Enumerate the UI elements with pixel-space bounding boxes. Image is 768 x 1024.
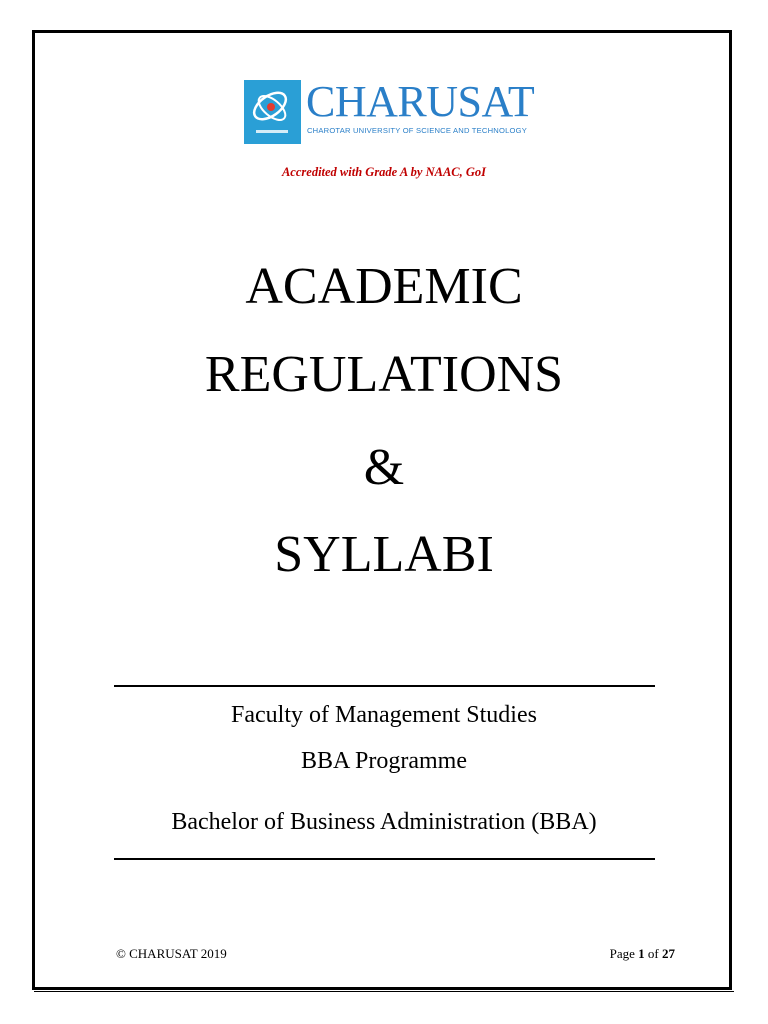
logo-tagline: CHAROTAR UNIVERSITY OF SCIENCE AND TECHNOLOGY [307,126,527,135]
programme-name: BBA Programme [301,748,467,774]
page-total: 27 [662,946,675,961]
page-of: of [647,946,659,961]
charusat-logo [244,77,535,144]
logo-emblem-icon [244,80,301,144]
top-divider [114,685,655,687]
title-line-regulations: REGULATIONS [204,346,564,403]
title-line-syllabi: SYLLABI [274,526,494,583]
copyright-text: © CHARUSAT 2019 [116,946,227,961]
accreditation-text: Accredited with Grade A by NAAC, GoI [281,165,487,179]
page-current: 1 [638,946,645,961]
bottom-divider [114,858,655,860]
page-border-shadow-line [34,991,734,992]
title-line-ampersand: & [363,439,405,496]
faculty-name: Faculty of Management Studies [231,702,537,728]
degree-name: Bachelor of Business Administration (BBA) [171,809,597,835]
page-number [610,946,675,962]
page-label: Page [609,946,635,961]
title-line-academic: ACADEMIC [245,258,523,315]
logo-wordmark: CHARUSAT [306,77,535,126]
